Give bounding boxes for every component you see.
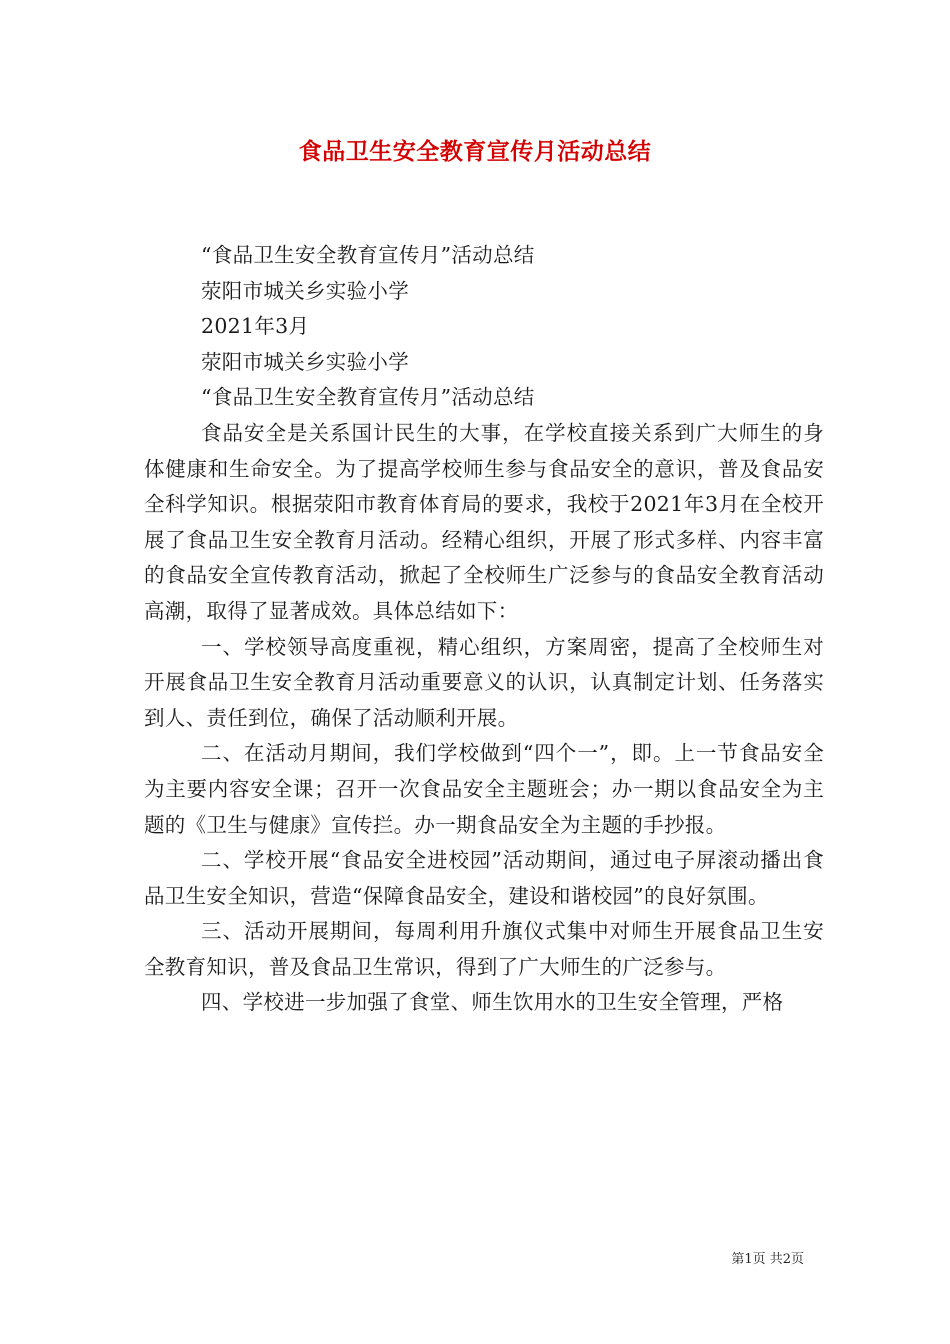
header-line-subject-repeat: “食品卫生安全教育宣传月”活动总结 (201, 385, 535, 410)
header-line-school-repeat: 荥阳市城关乡实验小学 (201, 349, 409, 374)
paragraph-intro: 食品安全是关系国计民生的大事，在学校直接关系到广大师生的身体健康和生命安全。为了提高学校师生参与食品安全的意识，普及食品安全科学知识。根据荥阳市教育体育局的要求，我校于2021年3月在全校开展了食品卫生安全教育月活动。经精心组织，开展了形式多样、内容丰富的食品安全宣传教育活动，掀起了全校师生广泛参与的食品安全教育活动高潮，取得了显著成效。具体总结如下： (144, 420, 824, 623)
paragraph-item-4: 四、学校进一步加强了食堂、师生饮用水的卫生安全管理，严格 (201, 990, 784, 1015)
header-line-school: 荥阳市城关乡实验小学 (201, 278, 409, 303)
document-body (144, 238, 824, 1021)
paragraph-item-2: 二、在活动月期间，我们学校做到“四个一”，即。上一节食品安全为主要内容安全课；召开一次食品安全主题班会；办一期以食品安全为主题的《卫生与健康》宣传拦。办一期食品安全为主题的手抄报。 (144, 741, 824, 837)
header-line-subject: “食品卫生安全教育宣传月”活动总结 (201, 243, 535, 267)
document-title: 食品卫生安全教育宣传月活动总结 (298, 139, 652, 165)
header-line-date: 2021年3月 (201, 314, 310, 339)
paragraph-item-2b: 二、学校开展“食品安全进校园”活动期间，通过电子屏滚动播出食品卫生安全知识，营造“保障食品安全，建设和谐校园”的良好氛围。 (144, 848, 824, 908)
paragraph-item-1: 一、学校领导高度重视，精心组织，方案周密，提高了全校师生对开展食品卫生安全教育月活动重要意义的认识，认真制定计划、任务落实到人、责任到位，确保了活动顺利开展。 (144, 634, 824, 730)
page-number-footer: 第1页 共2页 (731, 1252, 804, 1267)
paragraph-item-3: 三、活动开展期间，每周利用升旗仪式集中对师生开展食品卫生安全教育知识，普及食品卫生常识，得到了广大师生的广泛参与。 (144, 919, 824, 979)
